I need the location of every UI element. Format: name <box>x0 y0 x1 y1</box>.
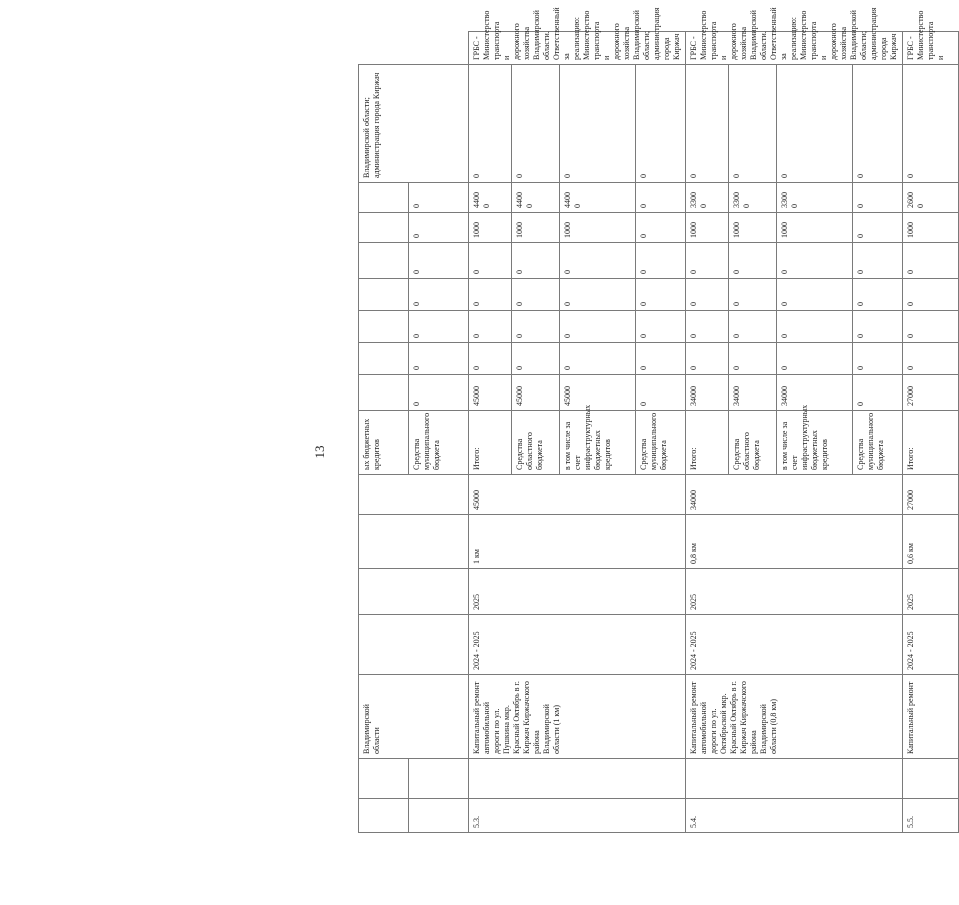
cell-value: 0 <box>776 279 852 311</box>
cell-source: Средства областного бюджета <box>728 411 776 475</box>
cell-value: 0 <box>728 243 776 279</box>
cell-value: 3300 0 <box>686 183 729 213</box>
cell-value: 0 <box>903 279 959 311</box>
cell-value: 34000 <box>776 375 852 411</box>
cell-value: 0 <box>728 279 776 311</box>
cell <box>359 515 469 569</box>
cell <box>409 799 469 833</box>
cell-period: 2024 - 2025 <box>903 615 959 675</box>
cell <box>359 343 409 375</box>
cell-value: 0 <box>559 343 635 375</box>
cell-value: 0 <box>559 279 635 311</box>
cell-value: 0 <box>635 375 685 411</box>
cell <box>686 759 903 799</box>
cell-cost: 45000 <box>469 475 686 515</box>
cell-source: Итого: <box>903 411 959 475</box>
cell-number: 5.3. <box>469 799 686 833</box>
cell <box>359 213 409 243</box>
page-number: 13 <box>312 445 327 459</box>
cell <box>359 475 469 515</box>
cell-value: 0 <box>511 279 559 311</box>
cell-value: 0 <box>559 311 635 343</box>
cell-value: 0 <box>409 279 469 311</box>
cell-source: в том числе за счет инфраструктурных бюджетных кредитов <box>776 411 852 475</box>
cell-length: 0,8 км <box>686 515 903 569</box>
cell-value: 0 <box>511 65 559 183</box>
table-sheet <box>358 7 945 833</box>
cell-cost: 34000 <box>686 475 903 515</box>
cell-value: 0 <box>469 343 512 375</box>
cell-value: 0 <box>686 343 729 375</box>
cell-source: Средства муниципального бюджета <box>852 411 902 475</box>
cell-value: 0 <box>728 65 776 183</box>
cell-value: 0 <box>559 243 635 279</box>
cell-value: 0 <box>728 311 776 343</box>
cell-source: в том числе за счет инфраструктурных бюджетных кредитов <box>559 411 635 475</box>
cell-responsible: Владимирской области; администрация города Киржач <box>359 65 469 183</box>
cell-value: 0 <box>409 243 469 279</box>
cell-period: 2024 - 2025 <box>686 615 903 675</box>
cell-responsible: ГРБС - Министерство транспорта и <box>903 32 959 65</box>
cell-value: 0 <box>852 343 902 375</box>
cell-value: 1000 <box>728 213 776 243</box>
cell <box>359 183 409 213</box>
table-row <box>359 32 409 833</box>
cell-value: 1000 <box>469 213 512 243</box>
cell-value: 0 <box>635 279 685 311</box>
cell-value: 3300 0 <box>728 183 776 213</box>
cell-length: 1 км <box>469 515 686 569</box>
cell-value: 0 <box>469 279 512 311</box>
cell-value: 0 <box>635 343 685 375</box>
cell <box>359 375 409 411</box>
cell-value: 0 <box>635 311 685 343</box>
cell-value: 0 <box>903 311 959 343</box>
cell-value: 0 <box>776 311 852 343</box>
cell <box>359 615 469 675</box>
cell-value: 0 <box>903 65 959 183</box>
cell-value: 34000 <box>728 375 776 411</box>
cell-value: 0 <box>776 343 852 375</box>
cell-value: 1000 <box>903 213 959 243</box>
cell-value: 0 <box>852 279 902 311</box>
cell-value: 0 <box>852 65 902 183</box>
cell-value: 45000 <box>559 375 635 411</box>
cell-source: Итого: <box>686 411 729 475</box>
cell-source: Средства областного бюджета <box>511 411 559 475</box>
cell-value: 27000 <box>903 375 959 411</box>
cell-responsible: ГРБС - Министерство транспорта и дорожного хозяйства Владимирской области. Ответственный за реализацию: Министерство транспорта и дорожного хозяйства Владимирской области; администрация города Киржач <box>469 32 686 65</box>
cell-value: 0 <box>469 243 512 279</box>
cell <box>359 799 409 833</box>
cell-number: 5.4. <box>686 799 903 833</box>
cell-title: Капитальный ремонт автомобильной дороги по ул. Пушкина мкр. Красный Октябрь в г. Киржач Киржачского района Владимирской области (1 км) <box>469 675 686 759</box>
cell-value: 0 <box>635 183 685 213</box>
cell-value: 45000 <box>469 375 512 411</box>
cell-value: 4400 0 <box>559 183 635 213</box>
cell-value: 0 <box>635 243 685 279</box>
cell-value: 0 <box>903 243 959 279</box>
cell-value: 0 <box>559 65 635 183</box>
cell-value: 0 <box>776 65 852 183</box>
cell-value: 0 <box>511 343 559 375</box>
cell-year: 2025 <box>903 569 959 615</box>
cell-value: 0 <box>409 375 469 411</box>
cell-value: 0 <box>511 311 559 343</box>
cell <box>359 279 409 311</box>
cell-value: 0 <box>409 311 469 343</box>
cell <box>359 759 409 799</box>
cell <box>903 759 959 799</box>
cell-value: 1000 <box>776 213 852 243</box>
cell-source: Средства муниципального бюджета <box>635 411 685 475</box>
cell-year: 2025 <box>469 569 686 615</box>
cell-value: 4400 0 <box>511 183 559 213</box>
cell-year: 2025 <box>686 569 903 615</box>
cell-source: Итого: <box>469 411 512 475</box>
table-body <box>359 7 959 833</box>
cell-source: ых бюджетных кредитов <box>359 411 409 475</box>
cell-value: 1000 <box>559 213 635 243</box>
cell-value: 45000 <box>511 375 559 411</box>
cell-value: 0 <box>635 213 685 243</box>
cell-number: 5.5. <box>903 799 959 833</box>
cell-value: 1000 <box>686 213 729 243</box>
cell-value: 0 <box>686 311 729 343</box>
table-row <box>903 32 959 833</box>
cell-value: 0 <box>409 183 469 213</box>
cell-value: 3300 0 <box>776 183 852 213</box>
cell-value: 0 <box>511 243 559 279</box>
cell-cost: 27000 <box>903 475 959 515</box>
cell <box>359 311 409 343</box>
cell-value: 0 <box>635 65 685 183</box>
cell-source: Средства муниципального бюджета <box>409 411 469 475</box>
cell-value: 0 <box>686 243 729 279</box>
cell-value: 0 <box>686 65 729 183</box>
cell <box>409 759 469 799</box>
cell-value: 0 <box>728 343 776 375</box>
cell-value: 0 <box>469 65 512 183</box>
cell-title: Капитальный ремонт <box>903 675 959 759</box>
cell-value: 0 <box>409 213 469 243</box>
table-row <box>686 32 729 833</box>
cell-value: 0 <box>469 311 512 343</box>
cell-length: 0,6 км <box>903 515 959 569</box>
cell <box>469 759 686 799</box>
cell-value: 34000 <box>686 375 729 411</box>
cell-value: 0 <box>903 343 959 375</box>
cell-value: 1000 <box>511 213 559 243</box>
cell <box>359 569 469 615</box>
cell-value: 0 <box>852 213 902 243</box>
cell-value: 0 <box>852 375 902 411</box>
cell-period: 2024 - 2025 <box>469 615 686 675</box>
cell-value: 0 <box>852 183 902 213</box>
cell-title-tail: Владимирской области <box>359 675 469 759</box>
cell-value: 0 <box>686 279 729 311</box>
cell <box>359 243 409 279</box>
cell-value: 0 <box>776 243 852 279</box>
financing-table <box>358 7 959 833</box>
cell-value: 0 <box>852 243 902 279</box>
cell-responsible: ГРБС - Министерство транспорта и дорожного хозяйства Владимирской области. Ответственный за реализацию: Министерство транспорта и дорожного хозяйства Владимирской области; администрация города Киржач <box>686 32 903 65</box>
cell-value: 0 <box>409 343 469 375</box>
cell-value: 2600 0 <box>903 183 959 213</box>
table-row <box>469 32 512 833</box>
cell-value: 4400 0 <box>469 183 512 213</box>
cell-title: Капитальный ремонт автомобильной дороги по ул. Октябрьской мкр. Красный Октябрь в г. Киржач Киржачского района Владимирской области (0,8 км) <box>686 675 903 759</box>
cell-value: 0 <box>852 311 902 343</box>
